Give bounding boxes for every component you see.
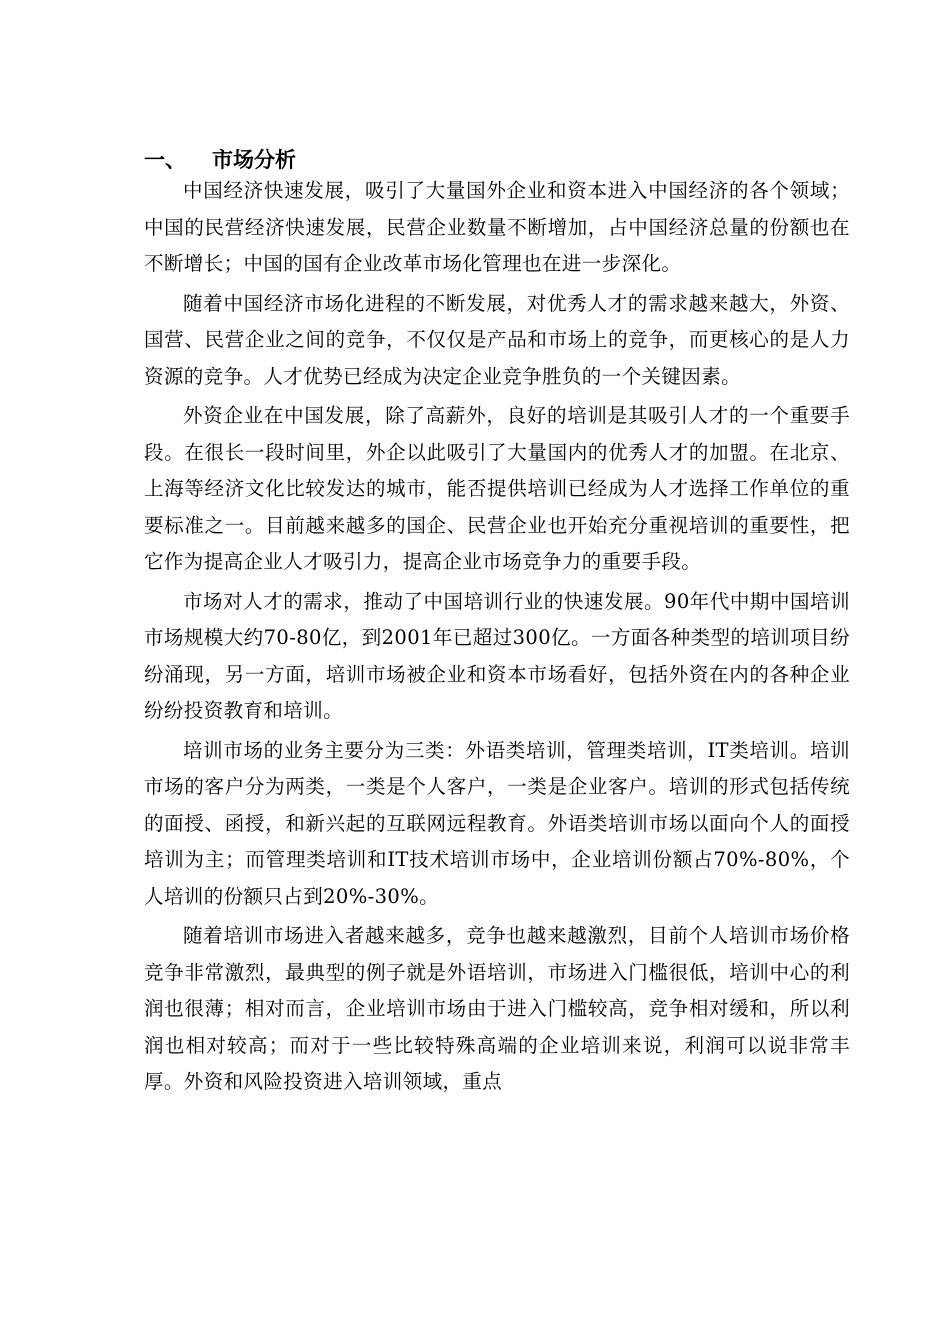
document-body — [144, 147, 850, 1104]
paragraph-business-types: 培训市场的业务主要分为三类：外语类培训，管理类培训，IT类培训。培训市场的客户分为两类，一类是个人客户，一类是企业客户。培训的形式包括传统的面授、函授，和新兴起的互联网远程教育。外语类培训市场以面向个人的面授培训为主；而管理类培训和IT技术培训市场中，企业培训份额占70%-80%，个人培训的份额只占到20%-30%。 — [144, 738, 850, 908]
paragraph-market-growth: 市场对人才的需求，推动了中国培训行业的快速发展。90年代中期中国培训市场规模大约70-80亿，到2001年已超过300亿。一方面各种类型的培训项目纷纷涌现，另一方面，培训市场被企业和资本市场看好，包括外资在内的各种企业纷纷投资教育和培训。 — [144, 589, 850, 722]
paragraph-competition: 随着培训市场进入者越来越多，竞争也越来越激烈，目前个人培训市场价格竞争非常激烈，最典型的例子就是外语培训，市场进入门槛很低，培训中心的利润也很薄；相对而言，企业培训市场由于进入门槛较高，竞争相对缓和，所以利润也相对较高；而对于一些比较特殊高端的企业培训来说，利润可以说非常丰厚。外资和风险投资进入培训领域，重点 — [144, 924, 850, 1093]
section-heading — [144, 147, 850, 173]
section-number: 一、 — [144, 147, 186, 172]
paragraph-foreign-training: 外资企业在中国发展，除了高薪外，良好的培训是其吸引人才的一个重要手段。在很长一段时间里，外企以此吸引了大量国内的优秀人才的加盟。在北京、上海等经济文化比较发达的城市，能否提供培训已经成为人才选择工作单位的重要标准之一。目前越来越多的国企、民营企业也开始充分重视培训的重要性，把它作为提高企业人才吸引力，提高企业市场竞争力的重要手段。 — [144, 404, 850, 573]
section-title: 市场分析 — [212, 147, 296, 172]
paragraph-economy: 中国经济快速发展，吸引了大量国外企业和资本进入中国经济的各个领域；中国的民营经济快速发展，民营企业数量不断增加，占中国经济总量的份额也在不断增长；中国的国有企业改革市场化管理也在进一步深化。 — [144, 179, 850, 275]
paragraph-talent-demand: 随着中国经济市场化进程的不断发展，对优秀人才的需求越来越大，外资、国营、民营企业之间的竞争，不仅仅是产品和市场上的竞争，而更核心的是人力资源的竞争。人才优势已经成为决定企业竞争胜负的一个关键因素。 — [144, 291, 850, 388]
